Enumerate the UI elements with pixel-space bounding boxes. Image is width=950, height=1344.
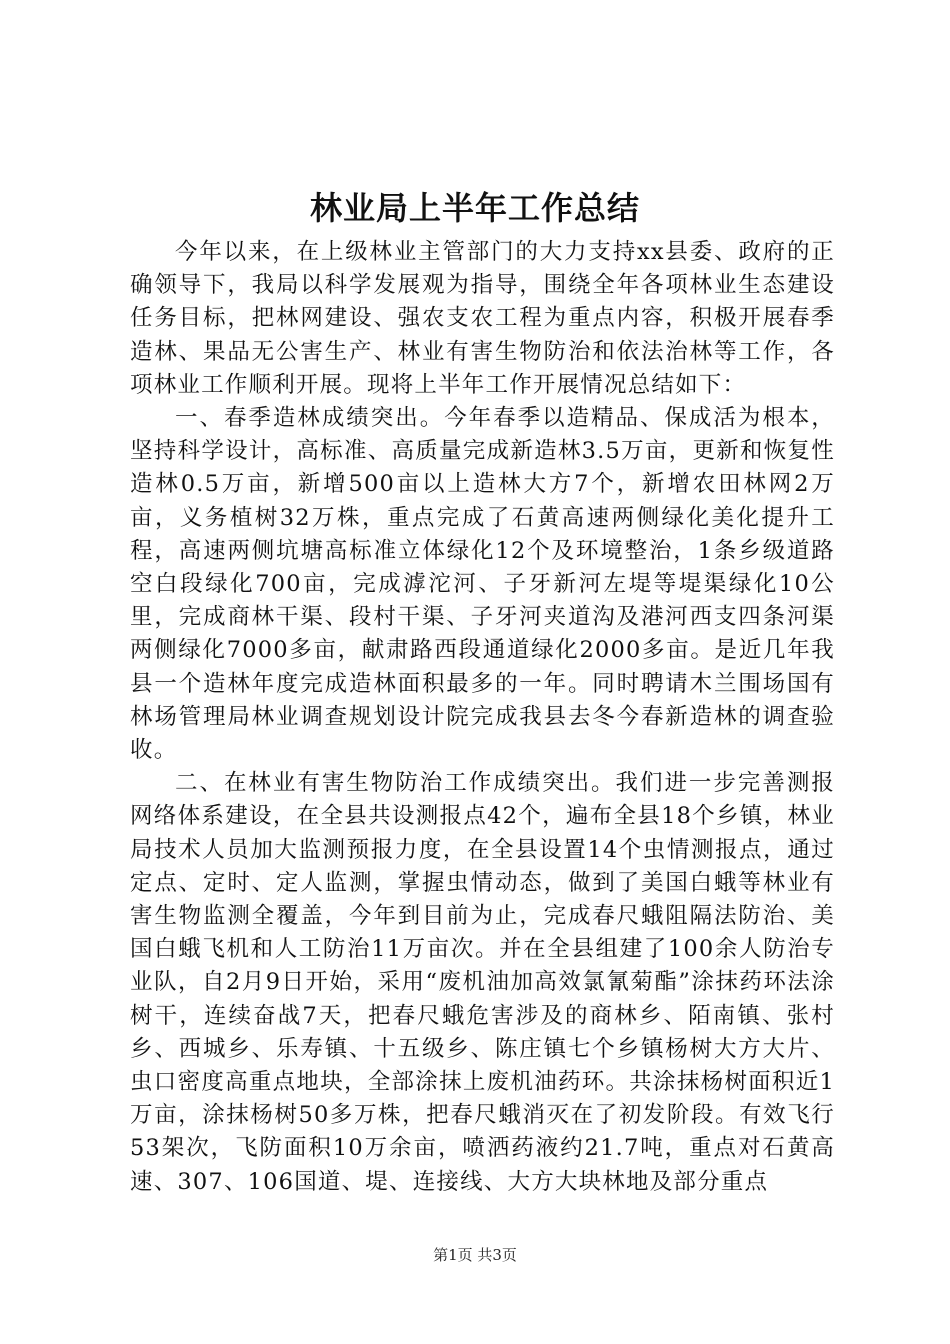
document-body: [130, 236, 835, 1199]
document-title: 林业局上半年工作总结: [309, 189, 640, 227]
paragraph-spring-afforestation: 一、春季造林成绩突出。今年春季以造精品、保成活为根本，坚持科学设计，高标准、高质量完成新造林3.5万亩，更新和恢复性造林0.5万亩，新增500亩以上造林大方7个，新增农田林网2万亩，义务植树32万株，重点完成了石黄高速两侧绿化美化提升工程，高速两侧坑塘高标准立体绿化12个及环境整治，1条乡级道路空白段绿化700亩，完成滹沱河、子牙新河左堤等堤渠绿化10公里，完成商林干渠、段村干渠、子牙河夹道沟及港河西支四条河渠两侧绿化7000多亩，献肃路西段通道绿化2000多亩。是近几年我县一个造林年度完成造林面积最多的一年。同时聘请木兰围场国有林场管理局林业调查规划设计院完成我县去冬今春新造林的调查验收。: [130, 405, 835, 764]
paragraph-pest-control: 二、在林业有害生物防治工作成绩突出。我们进一步完善测报网络体系建设，在全县共设测报点42个，遍布全县18个乡镇，林业局技术人员加大监测预报力度，在全县设置14个虫情测报点，通过定点、定时、定人监测，掌握虫情动态，做到了美国白蛾等林业有害生物监测全覆盖，今年到目前为止，完成春尺蛾阻隔法防治、美国白蛾飞机和人工防治11万亩次。并在全县组建了100余人防治专业队，自2月9日开始，采用“废机油加高效氯氰菊酯”涂抹药环法涂树干，连续奋战7天，把春尺蛾危害涉及的商林乡、陌南镇、张村乡、西城乡、乐寿镇、十五级乡、陈庄镇七个乡镇杨树大方大片、虫口密度高重点地块，全部涂抹上废机油药环。共涂抹杨树面积近1万亩，涂抹杨树50多万株，把春尺蛾消灭在了初发阶段。有效飞行53架次，飞防面积10万余亩，喷洒药液约21.7吨，重点对石黄高速、307、106国道、堤、连接线、大方大块林地及部分重点: [130, 770, 835, 1195]
page-footer: 第1页 共3页: [433, 1246, 517, 1264]
paragraph-intro: 今年以来，在上级林业主管部门的大力支持xx县委、政府的正确领导下，我局以科学发展观为指导，围绕全年各项林业生态建设任务目标，把林网建设、强农支农工程为重点内容，积极开展春季造林、果品无公害生产、林业有害生物防治和依法治林等工作，各项林业工作顺利开展。现将上半年工作开展情况总结如下：: [130, 239, 835, 398]
